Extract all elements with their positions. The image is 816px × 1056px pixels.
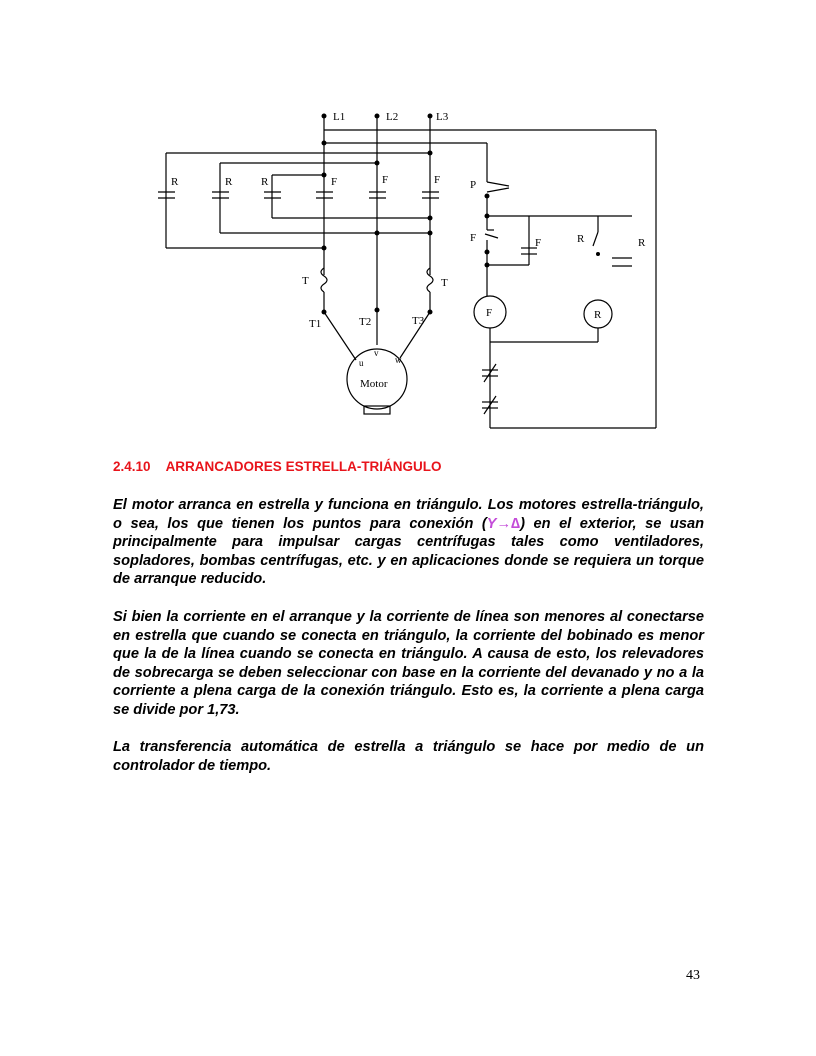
terminal-label-t1: T1 bbox=[309, 318, 322, 330]
overload-label-left: T bbox=[302, 275, 309, 287]
wiring-diagram bbox=[0, 0, 816, 440]
coil-r-label: R bbox=[594, 309, 602, 321]
r-contact-label-2: R bbox=[638, 237, 646, 249]
contact-label-f3: F bbox=[434, 174, 441, 186]
motor-label: Motor bbox=[360, 378, 388, 390]
coil-f-label: F bbox=[486, 307, 493, 319]
section-title-text: ARRANCADORES ESTRELLA-TRIÁNGULO bbox=[165, 459, 442, 474]
label-l3: L3 bbox=[436, 111, 449, 123]
contact-label-r1: R bbox=[171, 176, 179, 188]
f-contact-label-2: F bbox=[535, 237, 542, 249]
motor-terminal-u: u bbox=[359, 358, 364, 368]
contact-label-r3: R bbox=[261, 176, 269, 188]
paragraph-1-text-a: El motor arranca en estrella y funciona en triángulo. Los motores estrella-triángulo, o sea, los que tienen los puntos para conexión ( bbox=[113, 497, 704, 532]
terminal-label-t2: T2 bbox=[359, 316, 372, 328]
overload-label-right: T bbox=[441, 277, 448, 289]
contact-label-f2: F bbox=[382, 174, 389, 186]
contact-label-r2: R bbox=[225, 176, 233, 188]
f-contact-label-1: F bbox=[470, 232, 477, 244]
section-number: 2.4.10 bbox=[113, 459, 151, 474]
label-l1: L1 bbox=[333, 111, 346, 123]
contact-label-f1: F bbox=[331, 176, 338, 188]
section-heading bbox=[113, 459, 704, 474]
label-l2: L2 bbox=[386, 111, 399, 123]
pushbutton-label: P bbox=[470, 179, 477, 191]
paragraph-1-text-b: ) en el exterior, se usan principalmente para impulsar cargas centrífugas tales como ventiladores, sopladores, bombas centrífugas, etc. y en aplicaciones donde se requiera un torque de arranque reducido. bbox=[113, 515, 704, 587]
motor-terminal-v: v bbox=[374, 348, 379, 358]
paragraph-1 bbox=[113, 496, 704, 589]
motor-terminal-w: w bbox=[395, 355, 402, 365]
paragraph-3: La transferencia automática de estrella a triángulo se hace por medio de un controlador de tiempo. bbox=[113, 739, 704, 774]
paragraph-2: Si bien la corriente en el arranque y la corriente de línea son menores al conectarse en estrella que cuando se conecta en triángulo, la corriente del bobinado es menor que la de la línea cuando se conecta en triángulo. A causa de esto, los relevadores de sobrecarga se deben seleccionar con base en la corriente del devanado y no a la corriente a plena carga de la conexión triángulo. Esto es, la corriente a plena carga se divide por 1,73. bbox=[113, 609, 704, 718]
r-contact-label-1: R bbox=[577, 233, 585, 245]
page-number: 43 bbox=[686, 968, 700, 983]
wye-delta-symbol: Y→∆ bbox=[486, 515, 521, 532]
terminal-label-t3: T3 bbox=[412, 315, 425, 327]
